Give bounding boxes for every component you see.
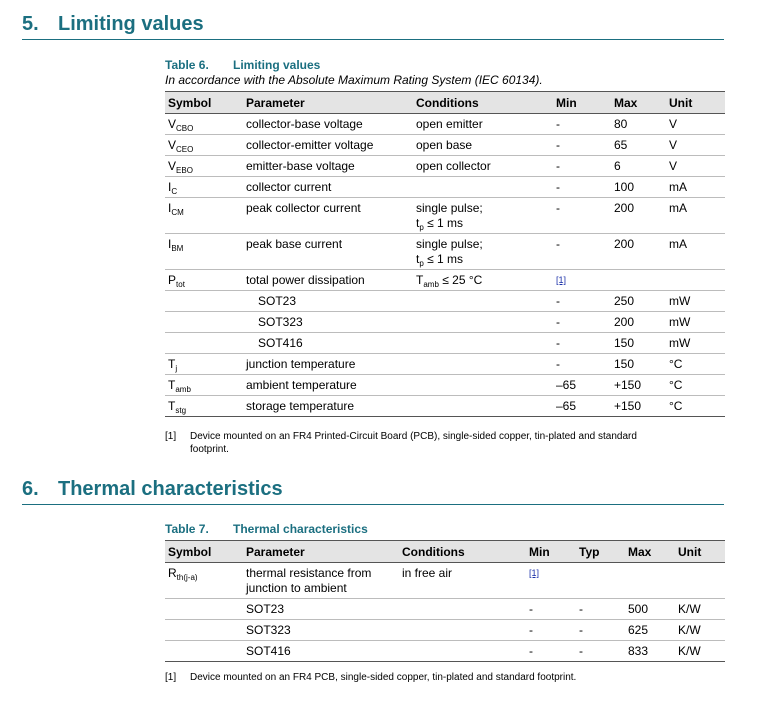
cell-parameter: SOT416 <box>243 333 413 354</box>
limiting-values-table <box>165 91 725 417</box>
cell-unit: mA <box>666 234 725 270</box>
cell-parameter: emitter-base voltage <box>243 156 413 177</box>
cell-max: +150 <box>611 396 666 417</box>
cell-min: –65 <box>553 375 611 396</box>
table-row <box>165 396 725 417</box>
cell-typ: - <box>576 620 625 641</box>
table-6-subtitle: In accordance with the Absolute Maximum Rating System (IEC 60134). <box>165 73 543 87</box>
cell-max: 80 <box>611 114 666 135</box>
col-unit: Unit <box>666 92 725 114</box>
col-typ: Typ <box>576 541 625 563</box>
section-5-header <box>22 12 724 40</box>
cell-conditions: single pulse; $t_p \le 1$ ms <box>413 198 553 234</box>
cell-symbol: $P_{tot}$ <box>165 270 243 291</box>
cell-min: - <box>526 641 576 662</box>
cell-unit: mW <box>666 291 725 312</box>
cell-conditions <box>413 354 553 375</box>
cell-parameter: SOT416 <box>243 641 399 662</box>
cell-min <box>526 563 576 599</box>
cell-symbol <box>165 333 243 354</box>
cell-max: 500 <box>625 599 675 620</box>
section-6-header <box>22 477 724 505</box>
cell-symbol <box>165 312 243 333</box>
cell-parameter: thermal resistance from junction to ambient <box>243 563 399 599</box>
cell-parameter: junction temperature <box>243 354 413 375</box>
table-row <box>165 114 725 135</box>
table-7-caption: Table 7. Thermal characteristics <box>165 522 368 536</box>
cell-conditions: in free air <box>399 563 526 599</box>
col-conditions: Conditions <box>399 541 526 563</box>
cell-unit: K/W <box>675 641 725 662</box>
cell-conditions <box>413 375 553 396</box>
cell-parameter: SOT323 <box>243 312 413 333</box>
cell-conditions: open emitter <box>413 114 553 135</box>
col-min: Min <box>526 541 576 563</box>
cell-parameter: peak collector current <box>243 198 413 234</box>
cell-min: - <box>526 599 576 620</box>
table-row <box>165 135 725 156</box>
cell-unit: mW <box>666 312 725 333</box>
cell-max: 200 <box>611 234 666 270</box>
cell-max <box>611 270 666 291</box>
cell-symbol: $T_{stg}$ <box>165 396 243 417</box>
cell-symbol <box>165 291 243 312</box>
table-row <box>165 177 725 198</box>
cell-min: - <box>553 333 611 354</box>
cell-parameter: collector-emitter voltage <box>243 135 413 156</box>
table-row <box>165 620 725 641</box>
table-row <box>165 333 725 354</box>
cell-conditions <box>399 641 526 662</box>
cell-min: - <box>553 177 611 198</box>
table-row <box>165 599 725 620</box>
cell-typ <box>576 563 625 599</box>
cell-parameter: SOT23 <box>243 599 399 620</box>
cell-symbol: $V_{CBO}$ <box>165 114 243 135</box>
cell-symbol: $R_{th(j-a)}$ <box>165 563 243 599</box>
cell-parameter: storage temperature <box>243 396 413 417</box>
cell-typ: - <box>576 641 625 662</box>
section-6-rule <box>22 504 724 505</box>
cell-min: - <box>553 135 611 156</box>
cell-min: –65 <box>553 396 611 417</box>
col-conditions: Conditions <box>413 92 553 114</box>
col-symbol: Symbol <box>165 541 243 563</box>
cell-min: - <box>553 234 611 270</box>
table-row <box>165 234 725 270</box>
cell-max: 200 <box>611 198 666 234</box>
table-7-footnote: [1] Device mounted on an FR4 PCB, single-sided copper, tin-plated and standard footprint. <box>165 672 577 683</box>
cell-max: 100 <box>611 177 666 198</box>
footnote-ref-link[interactable]: [1] <box>529 568 540 578</box>
col-max: Max <box>625 541 675 563</box>
col-parameter: Parameter <box>243 541 399 563</box>
cell-max: 150 <box>611 333 666 354</box>
cell-unit: mW <box>666 333 725 354</box>
cell-unit: mA <box>666 177 725 198</box>
table-6-caption: Table 6. Limiting values <box>165 58 321 72</box>
cell-unit <box>666 270 725 291</box>
cell-unit: K/W <box>675 620 725 641</box>
cell-symbol: $I_C$ <box>165 177 243 198</box>
col-min: Min <box>553 92 611 114</box>
table-row <box>165 563 725 599</box>
cell-min: - <box>526 620 576 641</box>
cell-unit: mA <box>666 198 725 234</box>
cell-symbol <box>165 641 243 662</box>
cell-parameter: collector current <box>243 177 413 198</box>
cell-max: 6 <box>611 156 666 177</box>
cell-conditions <box>413 396 553 417</box>
cell-max: 833 <box>625 641 675 662</box>
cell-max: 200 <box>611 312 666 333</box>
section-6-title: 6. Thermal characteristics <box>22 478 283 500</box>
col-unit: Unit <box>675 541 725 563</box>
cell-parameter: SOT323 <box>243 620 399 641</box>
cell-parameter: peak base current <box>243 234 413 270</box>
cell-conditions <box>413 333 553 354</box>
cell-min: - <box>553 354 611 375</box>
cell-conditions: open base <box>413 135 553 156</box>
cell-max <box>625 563 675 599</box>
cell-symbol: $I_{CM}$ <box>165 198 243 234</box>
cell-min: - <box>553 291 611 312</box>
table-6-footnote: [1] Device mounted on an FR4 Printed-Circuit Board (PCB), single-sided copper, tin-plated and standard footprint. <box>165 431 637 455</box>
cell-unit: °C <box>666 354 725 375</box>
col-max: Max <box>611 92 666 114</box>
table-row <box>165 198 725 234</box>
table-row <box>165 354 725 375</box>
cell-min: - <box>553 198 611 234</box>
cell-conditions <box>413 291 553 312</box>
col-parameter: Parameter <box>243 92 413 114</box>
section-5-title: 5. Limiting values <box>22 13 204 35</box>
table-row <box>165 270 725 291</box>
cell-max: 250 <box>611 291 666 312</box>
cell-max: 150 <box>611 354 666 375</box>
table-row <box>165 156 725 177</box>
cell-symbol: $T_j$ <box>165 354 243 375</box>
cell-parameter: total power dissipation <box>243 270 413 291</box>
cell-unit: V <box>666 135 725 156</box>
cell-unit: V <box>666 156 725 177</box>
cell-min <box>553 270 611 291</box>
cell-unit: °C <box>666 375 725 396</box>
table-row <box>165 375 725 396</box>
cell-conditions <box>399 620 526 641</box>
cell-min: - <box>553 312 611 333</box>
section-5-rule <box>22 39 724 40</box>
table-row <box>165 641 725 662</box>
cell-unit <box>675 563 725 599</box>
cell-conditions <box>399 599 526 620</box>
table-header-row <box>165 541 725 563</box>
cell-symbol: $I_{BM}$ <box>165 234 243 270</box>
cell-conditions: $T_{amb} \le 25$ °C <box>413 270 553 291</box>
cell-unit: °C <box>666 396 725 417</box>
cell-parameter: SOT23 <box>243 291 413 312</box>
cell-unit: V <box>666 114 725 135</box>
cell-max: +150 <box>611 375 666 396</box>
cell-conditions: single pulse; $t_p \le 1$ ms <box>413 234 553 270</box>
cell-conditions <box>413 177 553 198</box>
table-header-row <box>165 92 725 114</box>
cell-symbol: $V_{CEO}$ <box>165 135 243 156</box>
table-row <box>165 291 725 312</box>
cell-parameter: ambient temperature <box>243 375 413 396</box>
cell-parameter: collector-base voltage <box>243 114 413 135</box>
cell-max: 65 <box>611 135 666 156</box>
cell-min: - <box>553 114 611 135</box>
cell-symbol: $V_{EBO}$ <box>165 156 243 177</box>
table-row <box>165 312 725 333</box>
cell-typ: - <box>576 599 625 620</box>
thermal-characteristics-table <box>165 540 725 662</box>
cell-conditions: open collector <box>413 156 553 177</box>
cell-min: - <box>553 156 611 177</box>
cell-conditions <box>413 312 553 333</box>
footnote-ref-link[interactable]: [1] <box>556 275 567 285</box>
cell-symbol: $T_{amb}$ <box>165 375 243 396</box>
cell-symbol <box>165 599 243 620</box>
cell-max: 625 <box>625 620 675 641</box>
col-symbol: Symbol <box>165 92 243 114</box>
cell-unit: K/W <box>675 599 725 620</box>
cell-symbol <box>165 620 243 641</box>
